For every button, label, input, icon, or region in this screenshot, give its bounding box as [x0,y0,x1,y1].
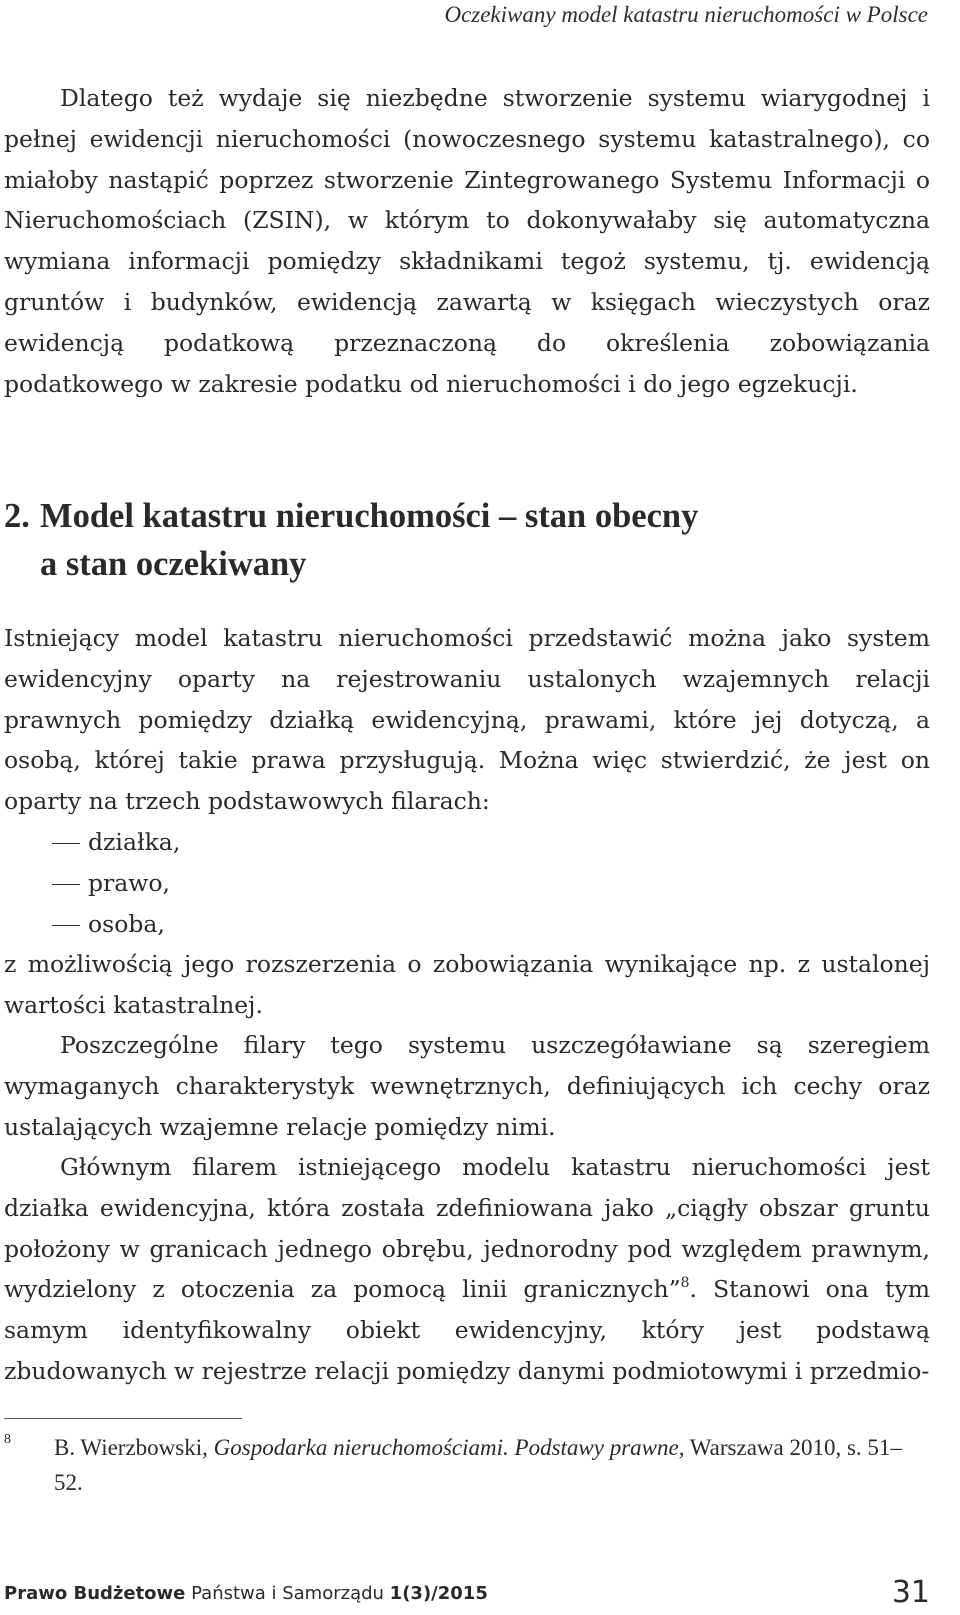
paragraph-5-text: Głównym filarem istniejącego modelu katastru nieruchomości jest działka ewidencyjna, która została zdefiniowana jako „ciągły obszar gruntu położony w granicach jednego obrębu, jednorodny pod względem prawnym, wydzielony z otoczenia za pomocą linii granicznych” [4,1153,930,1304]
footnote-divider [4,1418,242,1419]
list-item: osoba, [4,904,904,945]
list-item: działka, [4,822,904,863]
section-number: 2. [4,497,30,535]
issue-number: 1(3)/2015 [389,1583,488,1604]
running-head: Oczekiwany model katastru nieruchomości w Polsce [444,2,928,27]
paragraph-5-text-cont: . Stanowi ona tym samym identyfikowalny obiekt ewidencyjny, który jest podstawą zbudowanych w rejestrze relacji pomiędzy danymi podmiotowymi i przedmio- [4,1275,930,1385]
footnote-title: Gospodarka nieruchomościami. Podstawy prawne, [213,1435,685,1460]
journal-name: Prawo Budżetowe Państwa i Samorządu 1(3)/2015 [4,1583,488,1604]
paragraph-5 [4,1147,930,1392]
paragraph-3: z możliwością jego rozszerzenia o zobowiązania wynikające np. z ustalonej wartości katastralnej. [4,950,930,1019]
footnote-text: B. Wierzbowski, Gospodarka nieruchomościami. Podstawy prawne, Warszawa 2010, s. 51–52. [54,1435,902,1495]
page-footer [4,1570,930,1610]
dash-bullet [52,884,80,885]
page-number: 31 [891,1575,930,1610]
list-item: prawo, [4,863,904,904]
section-heading [4,492,930,588]
paragraph-2: Istniejący model katastru nieruchomości przedstawić można jako system ewidencyjny oparty na rejestrowaniu ustalonych wzajemnych relacji prawnych pomiędzy działką ewidencyjną, prawami, które jej dotyczą, a osobą, której takie prawa przysługują. Można więc stwierdzić, że jest on oparty na trzech podstawowych filarach: [4,624,930,816]
paragraph-1: Dlatego też wydaje się niezbędne stworzenie systemu wiarygodnej i pełnej ewidencji nieruchomości (nowoczesnego systemu katastralnego), co miałoby nastąpić poprzez stworzenie Zintegrowanego Systemu Informacji o Nieruchomościach (ZSIN), w którym to dokonywałaby się automatyczna wymiana informacji pomiędzy składnikami tegoż systemu, tj. ewidencją gruntów i budynków, ewidencją zawartą w księgach wieczystych oraz ewidencją podatkową przeznaczoną do określenia zobowiązania podatkowego w zakresie podatku od nieruchomości i do jego egzekucji. [4,84,930,398]
dash-bullet [52,843,80,844]
footnote-reference[interactable]: 8 [680,1275,690,1292]
paragraph-4: Poszczególne filary tego systemu uszczegóławiane są szeregiem wymaganych charakterystyk wewnętrznych, definiujących ich cechy oraz ustalających wzajemne relacje pomiędzy nimi. [4,1031,930,1141]
section-title-line1: Model katastru nieruchomości – stan obecny [40,497,699,535]
section-title-line2: a stan oczekiwany [40,545,307,583]
footnote-number: 8 [4,1432,11,1447]
dash-bullet [52,925,80,926]
pillars-list [4,822,904,944]
footnote [4,1430,930,1500]
